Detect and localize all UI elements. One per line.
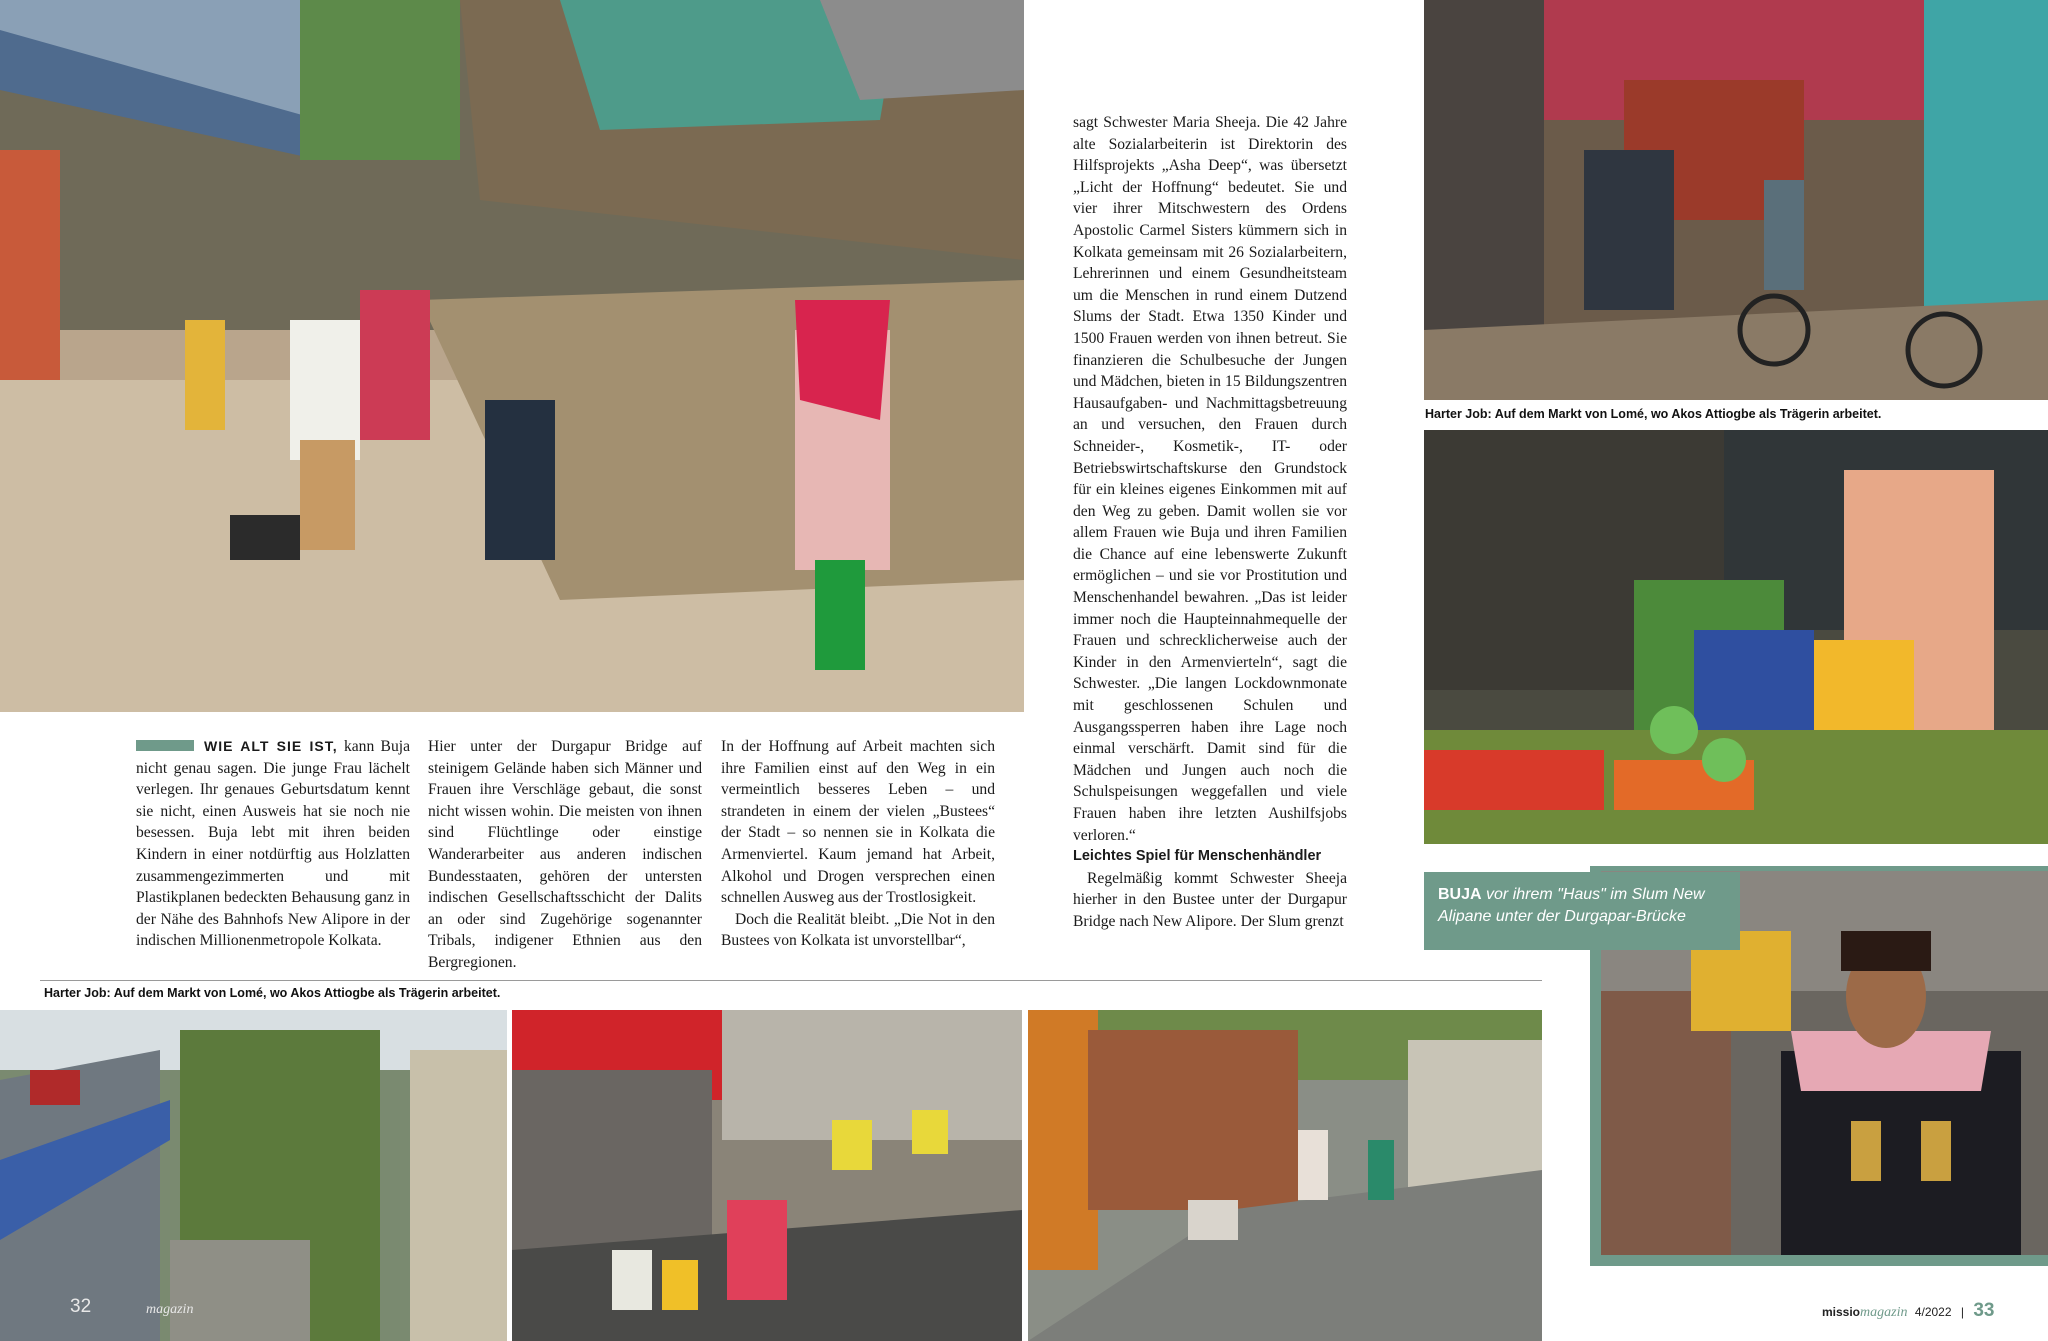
- photo-water-pump: [512, 1010, 1022, 1341]
- left-brand: magazin: [146, 1302, 194, 1317]
- buja-caption-box: [1424, 872, 1740, 950]
- caption-rule: [40, 980, 1542, 981]
- column-4-paragraph-1: sagt Schwester Maria Sheeja. Die 42 Jahre alte Sozialarbeiterin ist Direktorin des Hilfsprojekts „Asha Deep“, was übersetzt „Licht der Hoffnung“ bedeutet. Sie und vier ihrer Mitschwestern des Ordens Apostolic Carmel Sisters kümmern sich in Kolkata gemeinsam mit 26 Sozialarbeitern, Lehrerinnen und einem Gesundheitsteam um die Menschen in rund einem Dutzend Slums der Stadt. Etwa 1350 Kinder und 1500 Frauen werden von ihnen betreut. Sie finanzieren die Schulbesuche der Jungen und Mädchen, bieten in 15 Bildungszentren Hausaufgaben- und Nachmittagsbetreuung an und versuchen, den Frauen durch Schneider-, Kosmetik-, IT- oder Betriebswirtschaftskurse den Grundstock für ein kleines eigenes Einkommen mit auf den Weg zu geben. Damit wollen sie vor allem Frauen wie Buja und ihren Familien die Chance auf eine lebenswerte Zukunft ermöglichen – und sie vor Prostitution und Menschenhandel bewahren. „Das ist leider immer noch die Haupteinnahmequelle der Frauen und schrecklicherweise auch der Kinder in den Armenvierteln“, sagt die Schwester. „Die langen Lockdownmonate mit geschlossenen Schulen und Ausgangssperren haben ihre Lage noch einmal verschärft. Damit sind für die Mädchen und Jungen auch noch die Schulspeisungen weggefallen und viele Frauen haben ihre letzten Aushilfsjobs verloren.“: [1073, 114, 1347, 844]
- left-page-number: 32: [70, 1296, 92, 1317]
- photo-market-vegetables: [1424, 430, 2048, 844]
- right-brand-missio: missio: [1822, 1305, 1861, 1319]
- right-page-number: 33: [1973, 1300, 1995, 1321]
- lead-in-marker: [136, 740, 194, 751]
- buja-caption-name: BUJA: [1438, 886, 1482, 903]
- article-column-1: [136, 736, 410, 952]
- main-photo-slum-family: [0, 0, 1024, 712]
- photo-street-bridge: [0, 1010, 507, 1341]
- column-2-text: Hier unter der Durgapur Bridge auf steinigem Gelände haben sich Männer und Frauen ihre Verschläge gebaut, die sonst nicht wissen wohin. Die meisten von ihnen sind Flüchtlinge oder einstige Wanderarbeiter aus anderen indischen Bundesstaaten, gehören der untersten indischen Gesellschaftsschicht der Dalits an oder sind Zugehörige sogenannter Tribals, indigener Ethnien aus den Bergregionen.: [428, 738, 702, 971]
- lead-in: WIE ALT SIE IST,: [204, 738, 338, 754]
- article-column-4: [1073, 112, 1347, 933]
- column-3-paragraph-2: Doch die Realität bleibt. „Die Not in den Bustees von Kolkata ist unvorstellbar“,: [721, 910, 995, 950]
- buja-caption-text: vor ihrem "Haus" im Slum New Alipane unter der Durgapar-Brücke: [1438, 886, 1705, 925]
- column-4-paragraph-2: Regelmäßig kommt Schwester Sheeja hierher in den Bustee unter der Durgapur Bridge nach New Alipore. Der Slum grenzt: [1073, 869, 1347, 930]
- footer-divider: |: [1960, 1305, 1964, 1319]
- right-brand-magazin: magazin: [1860, 1305, 1908, 1320]
- caption-bottom-left: Harter Job: Auf dem Markt von Lomé, wo Akos Attiogbe als Trägerin arbeitet.: [44, 986, 501, 1000]
- article-column-3: [721, 736, 995, 952]
- photo-gravel-workers: [1028, 1010, 1542, 1341]
- column-3-paragraph-1: In der Hoffnung auf Arbeit machten sich ihre Familien einst auf den Weg in ein vermeintlich besseres Leben – und strandeten in einem der vielen „Bustees“ der Stadt – so nennen sie in Kolkata die Armenviertel. Kaum jemand hat Arbeit, Alkohol und Drogen versprechen einen schnellen Ausweg aus der Trostlosigkeit.: [721, 738, 995, 907]
- subheading: Leichtes Spiel für Menschenhändler: [1073, 848, 1322, 865]
- article-column-2: [428, 736, 702, 974]
- footer-right: [1822, 1300, 1994, 1322]
- column-1-text: kann Buja nicht genau sagen. Die junge Frau lächelt verlegen. Ihr genaues Geburtsdatum kennt sie nicht, einen Ausweis hat sie noch nie besessen. Buja lebt mit ihren beiden Kindern in einer notdürftig aus Holzlatten zusammengezimmerten und mit Plastikplanen bedeckten Behausung ganz in der Nähe des Bahnhofs New Alipore in der indischen Millionenmetropole Kolkata.: [136, 738, 410, 950]
- issue-number: 4/2022: [1914, 1305, 1952, 1319]
- photo-alley-bicycles: [1424, 0, 2048, 400]
- caption-top-right: Harter Job: Auf dem Markt von Lomé, wo Akos Attiogbe als Trägerin arbeitet.: [1425, 407, 1882, 421]
